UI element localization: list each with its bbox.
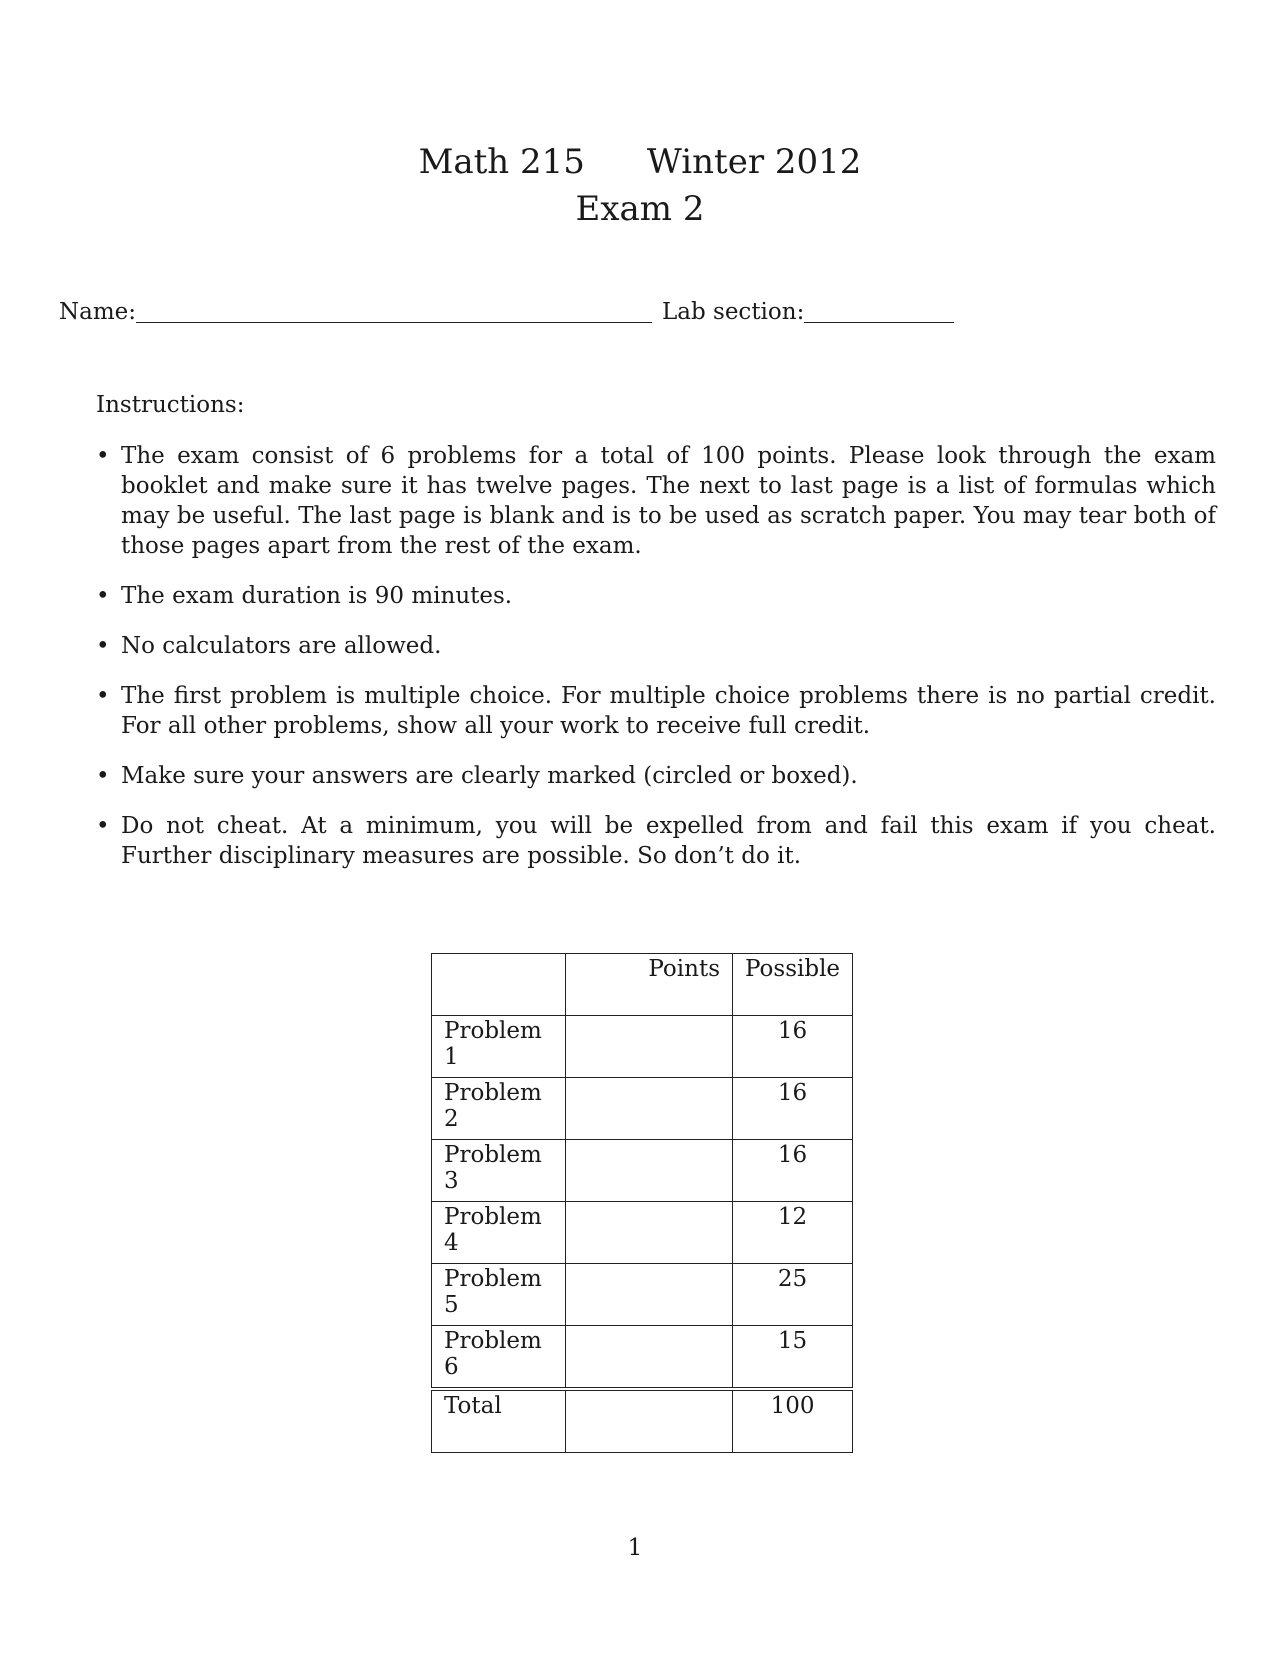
problem-label: Problem 5 bbox=[432, 1264, 566, 1326]
table-row bbox=[432, 1202, 853, 1264]
instruction-item bbox=[96, 761, 1216, 791]
instruction-item bbox=[96, 811, 1216, 871]
instruction-text: The first problem is multiple choice. For multiple choice problems there is no partial credit. For all other problems, show all your work to receive full credit. bbox=[121, 683, 1216, 739]
exam-subtitle-line bbox=[0, 189, 1280, 229]
table-row bbox=[432, 1140, 853, 1202]
possible-cell: 15 bbox=[733, 1326, 853, 1390]
points-cell[interactable] bbox=[566, 1202, 733, 1264]
student-info-row bbox=[59, 298, 1159, 328]
exam-title-line bbox=[0, 142, 1280, 182]
term-title: Winter 2012 bbox=[646, 142, 862, 182]
instruction-text: Do not cheat. At a minimum, you will be expelled from and fail this exam if you cheat. Further disciplinary measures are possible. So don’t do it. bbox=[121, 813, 1216, 869]
points-cell[interactable] bbox=[566, 1140, 733, 1202]
instruction-text: The exam duration is 90 minutes. bbox=[121, 583, 513, 609]
header-cell-possible: Possible bbox=[733, 954, 853, 1016]
bullet-icon: • bbox=[96, 583, 110, 609]
table-row bbox=[432, 1326, 853, 1390]
lab-section-label: Lab section: bbox=[662, 299, 805, 325]
instruction-item bbox=[96, 681, 1216, 741]
possible-cell: 16 bbox=[733, 1016, 853, 1078]
page-number: 1 bbox=[627, 1535, 643, 1561]
score-table bbox=[431, 953, 853, 1453]
total-possible-cell: 100 bbox=[733, 1389, 853, 1453]
instruction-text: Make sure your answers are clearly marked (circled or boxed). bbox=[121, 763, 858, 789]
name-blank-line[interactable] bbox=[136, 322, 652, 323]
score-table-header-row bbox=[432, 954, 853, 1016]
instruction-item bbox=[96, 581, 1216, 611]
points-cell[interactable] bbox=[566, 1326, 733, 1390]
points-cell[interactable] bbox=[566, 1016, 733, 1078]
bullet-icon: • bbox=[96, 763, 110, 789]
bullet-icon: • bbox=[96, 813, 110, 839]
instruction-text: No calculators are allowed. bbox=[121, 633, 442, 659]
bullet-icon: • bbox=[96, 443, 110, 469]
table-row bbox=[432, 1016, 853, 1078]
total-row bbox=[432, 1389, 853, 1453]
problem-label: Problem 6 bbox=[432, 1326, 566, 1390]
bullet-icon: • bbox=[96, 683, 110, 709]
possible-cell: 16 bbox=[733, 1140, 853, 1202]
total-label: Total bbox=[432, 1389, 566, 1453]
instructions-heading: Instructions: bbox=[96, 392, 245, 418]
instruction-item bbox=[96, 631, 1216, 661]
course-title: Math 215 bbox=[418, 142, 585, 182]
instruction-item bbox=[96, 441, 1216, 561]
total-points-cell[interactable] bbox=[566, 1389, 733, 1453]
points-cell[interactable] bbox=[566, 1264, 733, 1326]
possible-cell: 16 bbox=[733, 1078, 853, 1140]
possible-cell: 25 bbox=[733, 1264, 853, 1326]
header-cell-blank bbox=[432, 954, 566, 1016]
table-row bbox=[432, 1264, 853, 1326]
instruction-text: The exam consist of 6 problems for a total of 100 points. Please look through the exam booklet and make sure it has twelve pages. The next to last page is a list of formulas which may be useful. The last page is blank and is to be used as scratch paper. You may tear both of those pages apart from the rest of the exam. bbox=[121, 443, 1216, 559]
instructions-list bbox=[96, 441, 1216, 891]
bullet-icon: • bbox=[96, 633, 110, 659]
exam-title: Exam 2 bbox=[575, 189, 705, 229]
lab-section-blank-line[interactable] bbox=[804, 322, 954, 323]
problem-label: Problem 1 bbox=[432, 1016, 566, 1078]
possible-cell: 12 bbox=[733, 1202, 853, 1264]
problem-label: Problem 2 bbox=[432, 1078, 566, 1140]
points-cell[interactable] bbox=[566, 1078, 733, 1140]
problem-label: Problem 4 bbox=[432, 1202, 566, 1264]
table-row bbox=[432, 1078, 853, 1140]
problem-label: Problem 3 bbox=[432, 1140, 566, 1202]
name-label: Name: bbox=[59, 299, 137, 325]
header-cell-points: Points bbox=[566, 954, 733, 1016]
